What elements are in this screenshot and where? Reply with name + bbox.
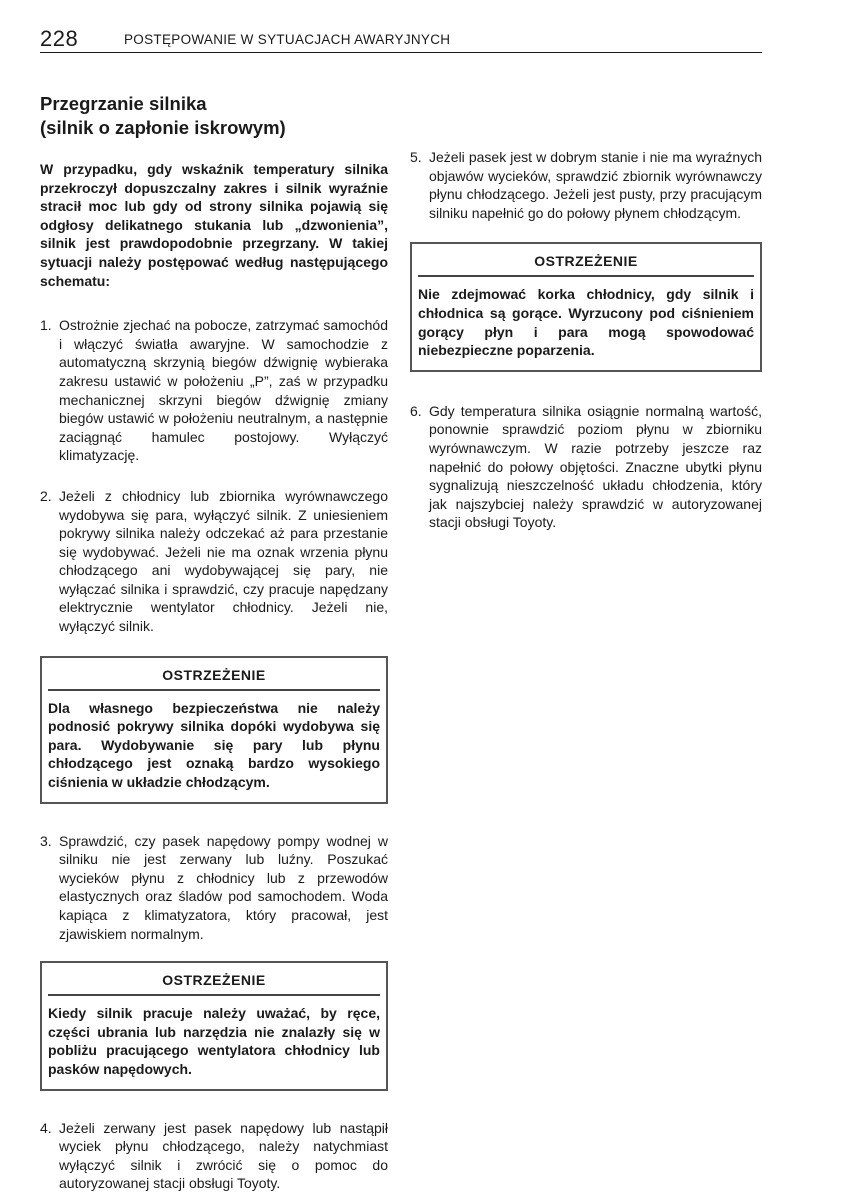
page-number: 228 xyxy=(40,26,79,51)
step-1 xyxy=(40,316,388,465)
step-text: Sprawdzić, czy pasek napędowy pompy wodnej w silniku nie jest zerwany lub luźny. Poszukać wycieków płynu z chłodnicy lub z przewodów elastycznych oraz śladów pod samochodem. Woda kapiąca z klimatyzatora, który pracował, jest zjawiskiem normalnym. xyxy=(59,832,388,942)
left-column xyxy=(40,92,388,1193)
step-text: Gdy temperatura silnika osiągnie normalną wartość, ponownie sprawdzić poziom płynu w zbiorniku wyrównawczym. W razie potrzeby jeszcze raz napełnić do połowy objętości. Znaczne ubytki płynu sygnalizują nieszczelność układu chłodzenia, który jak najszybciej należy sprawdzić w autoryzowanej stacji obsługi Toyoty. xyxy=(429,402,762,531)
chapter-title: POSTĘPOWANIE W SYTUACJACH AWARYJNYCH xyxy=(124,32,451,47)
warning-text: Nie zdejmować korka chłodnicy, gdy silnik i chłodnica są gorące. Wyrzucony pod ciśnieniem gorący płyn i para mogą spowodować niebezpieczne poparzenia. xyxy=(418,286,754,359)
right-column xyxy=(410,148,762,532)
step-number: 1. xyxy=(40,317,52,334)
warning-heading: OSTRZEŻENIE xyxy=(418,244,754,277)
warning-heading: OSTRZEŻENIE xyxy=(48,963,380,996)
warning-text: Kiedy silnik pracuje należy uważać, by ręce, części ubrania lub narzędzia nie znalazły się w pobliżu pracującego wentylatora chłodnicy lub pasków napędowych. xyxy=(48,1005,380,1077)
page-header xyxy=(40,26,762,54)
step-text: Jeżeli zerwany jest pasek napędowy lub nastąpił wyciek płynu chłodzącego, należy natychmiast wyłączyć silnik i zwrócić się o pomoc do autoryzowanej stacji obsługi Toyoty. xyxy=(59,1119,388,1192)
step-number: 3. xyxy=(40,832,52,849)
step-6 xyxy=(410,402,762,532)
step-2 xyxy=(40,487,388,636)
section-title xyxy=(40,92,388,140)
step-text: Jeżeli pasek jest w dobrym stanie i nie ma wyraźnych objawów wycieków, sprawdzić zbiornik wyrównawczy płynu chłodzącego. Jeżeli jest pusty, przy pracującym silniku napełnić go do połowy płynem chłodzącym. xyxy=(429,149,762,221)
warning-box-1 xyxy=(40,656,388,804)
warning-text: Dla własnego bezpieczeństwa nie należy podnosić pokrywy silnika dopóki wydobywa się para. Wydobywanie się pary lub płynu chłodzącego jest oznaką bardzo wysokiego ciśnienia w układzie chłodzącym. xyxy=(48,699,380,791)
step-text: Ostrożnie zjechać na pobocze, zatrzymać samochód i włączyć światła awaryjne. W samochodzie z automatyczną skrzynią biegów dźwignię wybieraka zakresu ustawić w położeniu „P”, zaś w przypadku mechanicznej skrzyni biegów dźwignię zmiany biegów ustawić w położeniu neutralnym, a następnie zaciągnąć hamulec postojowy. Wyłączyć klimatyzację. xyxy=(59,317,388,464)
warning-box-3 xyxy=(410,242,762,371)
step-4 xyxy=(40,1119,388,1193)
step-5 xyxy=(410,148,762,222)
step-number: 2. xyxy=(40,487,52,504)
step-text: Jeżeli z chłodnicy lub zbiornika wyrównawczego wydobywa się para, wyłączyć silnik. Z uniesieniem pokrywy silnika należy odczekać aż para przestanie się wydobywać. Jeżeli nie ma oznak wrzenia płynu chłodzącego ani wydobywającej się pary, nie wyłączać silnika i sprawdzić, czy pracuje napędzany elektrycznie wentylator chłodnicy. Jeżeli nie, wyłączyć silnik. xyxy=(59,487,388,635)
step-number: 5. xyxy=(410,149,422,165)
section-title-line2: (silnik o zapłonie iskrowym) xyxy=(40,117,286,138)
section-title-line1: Przegrzanie silnika xyxy=(40,93,207,114)
intro-paragraph: W przypadku, gdy wskaźnik temperatury silnika przekroczył dopuszczalny zakres i silnik wyraźnie stracił moc lub gdy od strony silnika pojawią się odgłosy delikatnego stukania lub „dzwonienia”, silnik jest prawdopodobnie przegrzany. W takiej sytuacji należy postępować według następującego schematu: xyxy=(40,161,388,289)
step-number: 4. xyxy=(40,1119,52,1136)
header-rule xyxy=(40,52,762,53)
step-number: 6. xyxy=(410,402,422,419)
warning-box-2 xyxy=(40,961,388,1090)
step-3 xyxy=(40,832,388,944)
warning-heading: OSTRZEŻENIE xyxy=(48,658,380,691)
